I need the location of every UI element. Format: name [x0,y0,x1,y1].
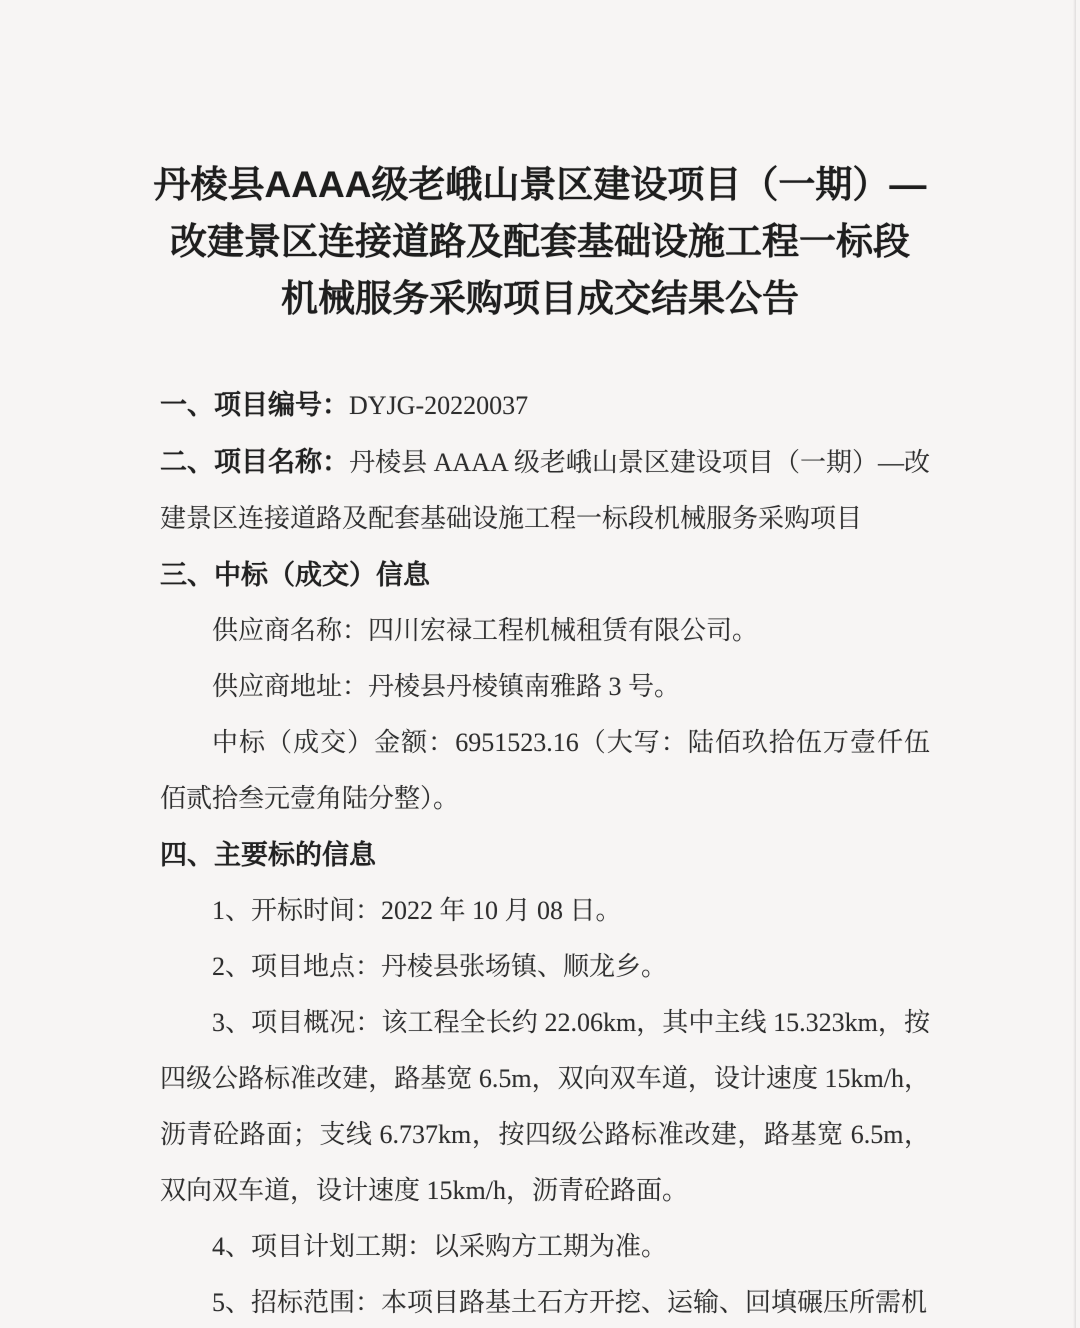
project-name-label: 二、项目名称： [160,447,350,477]
scan-page-edge [1073,0,1076,1328]
subject-item-tender-scope: 5、招标范围：本项目路基土石方开挖、运输、回填碾压所需机 [212,1288,928,1317]
project-number-label: 一、项目编号： [160,390,349,420]
supplier-name-line: 供应商名称：四川宏禄工程机械租赁有限公司。 [212,616,759,645]
subject-item-project-location: 2、项目地点：丹棱县张场镇、顺龙乡。 [212,952,668,981]
document-body [0,377,1080,1328]
award-section-heading: 三、中标（成交）信息 [160,560,430,590]
document-title-line-2: 改建景区连接道路及配套基础设施工程一标段 [170,221,910,262]
supplier-address-line: 供应商地址：丹棱县丹棱镇南雅路 3 号。 [212,672,681,701]
document-title-line-3: 机械服务采购项目成交结果公告 [281,278,799,319]
project-number-line [160,377,930,434]
award-amount-paragraph: 中标（成交）金额：6951523.16（大写：陆佰玖拾伍万壹仟伍佰贰拾叁元壹角陆分整）。 [160,728,930,813]
document-title-line-1: 丹棱县AAAA级老峨山景区建设项目（一期）— [153,164,927,205]
document-title [0,156,1080,327]
subject-item-bid-opening-time: 1、开标时间：2022 年 10 月 08 日。 [212,896,622,925]
project-number-value: DYJG-20220037 [349,391,529,420]
project-name-value: 丹棱县 AAAA 级老峨山景区建设项目（一期）—改建景区连接道路及配套基础设施工程一标段机械服务采购项目 [160,448,931,533]
subject-section-heading: 四、主要标的信息 [160,840,376,870]
project-name-paragraph [160,434,930,547]
subject-item-project-overview: 3、项目概况：该工程全长约 22.06km，其中主线 15.323km，按四级公路标准改建，路基宽 6.5m，双向双车道，设计速度 15km/h，沥青砼路面；支线 6.737km，按四级公路标准改建，路基宽 6.5m，双向双车道，设计速度 15km/h，沥青砼路面。 [160,1008,930,1205]
subject-item-planned-duration: 4、项目计划工期：以采购方工期为准。 [212,1232,668,1261]
